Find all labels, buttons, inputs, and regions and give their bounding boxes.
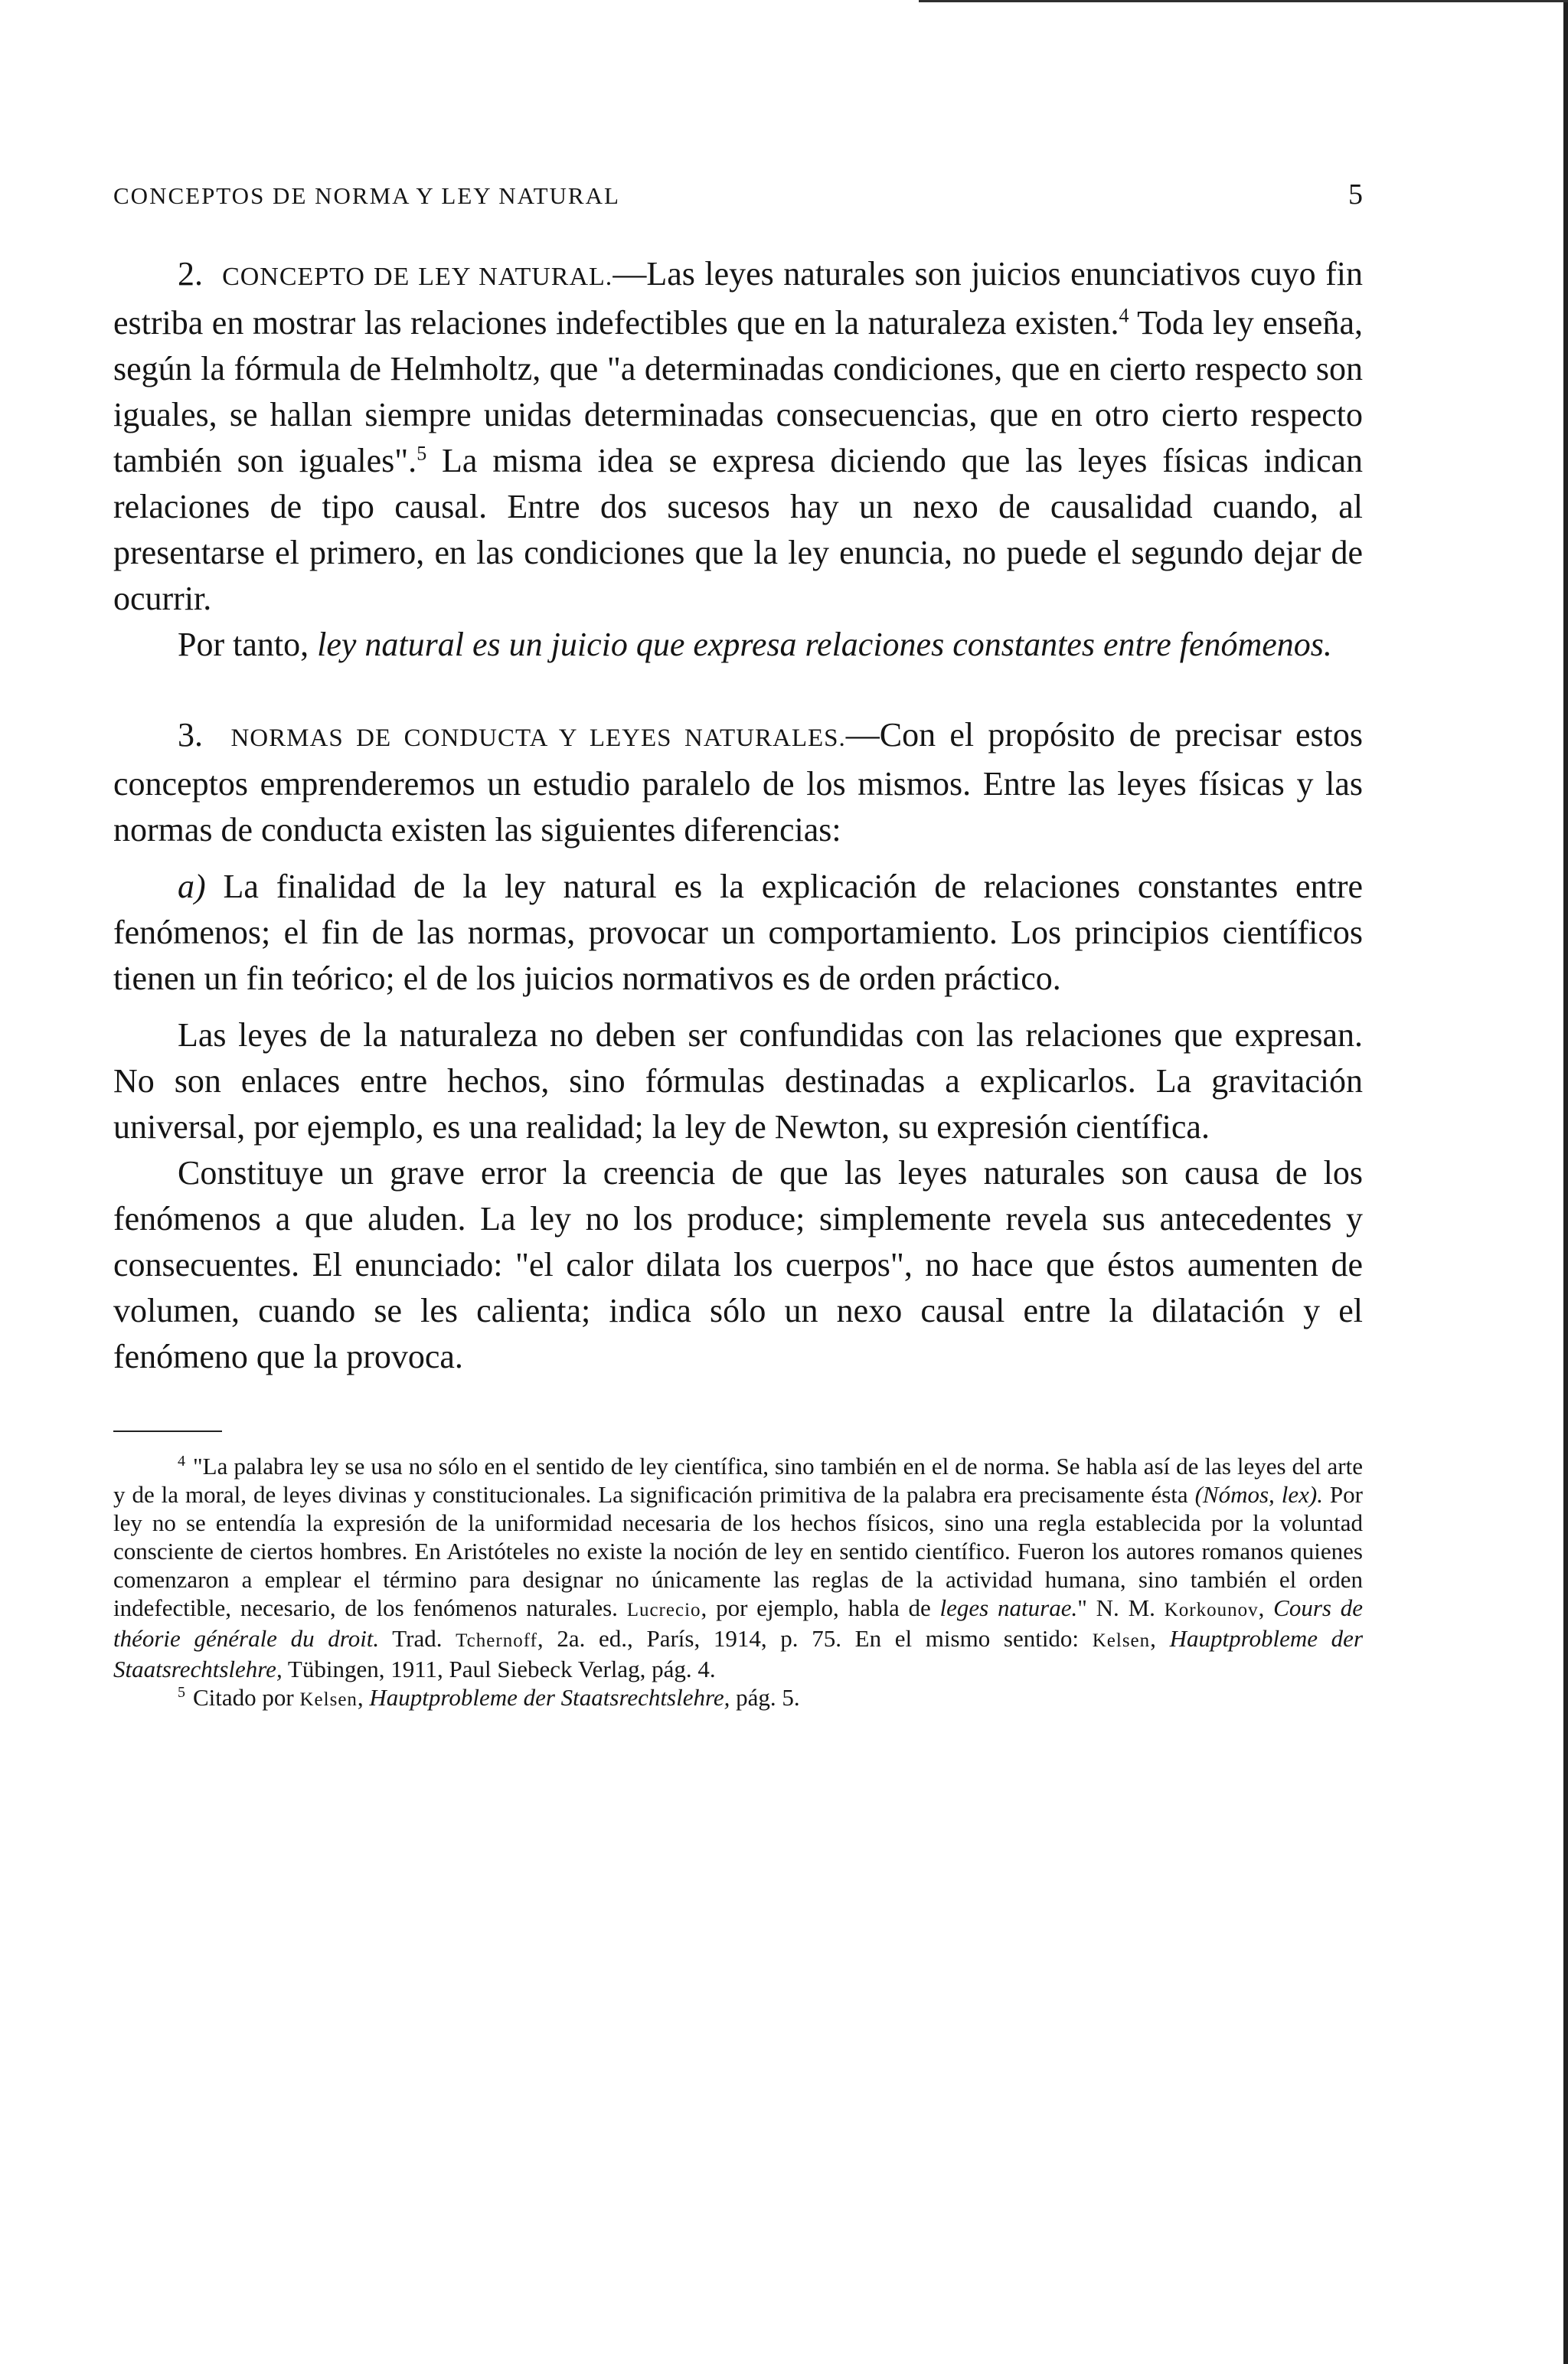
fn4-text-g: , 2a. ed., París, 1914, p. 75. En el mismo sentido: — [537, 1625, 1093, 1652]
fn4-tchernoff: Tchernoff — [456, 1630, 537, 1651]
footnote-5 — [113, 1683, 1363, 1714]
running-head — [113, 178, 1363, 211]
section-2-number: 2. — [178, 255, 203, 293]
item-a-text: La finalidad de la ley natural es la explicación de relaciones constantes entre fenómenos; el fin de las normas, provocar un comportamiento. Los principios científicos tienen un fin teórico; el de los juicios normativos es de orden práctico. — [113, 868, 1363, 997]
fn4-leges-naturae: leges naturae. — [939, 1594, 1078, 1621]
causality-error-paragraph: Constituye un grave error la creencia de que las leyes naturales son causa de los fenómenos a que aluden. La ley no los produce; simplemente revela sus antecedentes y consecuentes. El enunciado: "el calor dilata los cuerpos", no hace que éstos aumenten de volumen, cuando se les calienta; indica sólo un nexo causal entre la dilatación y el fenómeno que la provoca. — [113, 1154, 1363, 1375]
section-3-number: 3. — [178, 716, 203, 754]
footnote-rule — [113, 1430, 222, 1432]
page-edge-right — [1563, 0, 1568, 2364]
footnote-ref-4[interactable]: 4 — [1119, 304, 1129, 327]
laws-vs-relations-paragraph: Las leyes de la naturaleza no deben ser confundidas con las relaciones que expresan. No son enlaces entre hechos, sino fórmulas destinadas a explicarlos. La gravitación universal, por ejemplo, es una realidad; la ley de Newton, su expresión científica. — [113, 1016, 1363, 1146]
page-edge-top — [919, 0, 1568, 2]
fn4-nomos-lex: (Nómos, lex). — [1194, 1481, 1323, 1508]
section-2-heading: CONCEPTO DE LEY NATURAL. — [222, 263, 613, 291]
section-2-text-b: Toda ley enseña, según la fórmula de Helmholtz, que "a determinadas condiciones, que en cierto respecto son iguales, se hallan siempre unidas determinadas consecuencias, que en otro cierto respecto también son iguales". — [113, 304, 1363, 479]
fn5-hauptprobleme-title: Hauptprobleme der Staatsrechtslehre, — [369, 1684, 730, 1711]
fn5-kelsen: Kelsen — [299, 1689, 358, 1710]
fn4-text-c: , por ejemplo, habla de — [701, 1594, 940, 1621]
fn5-text-b: , — [357, 1684, 370, 1711]
fn4-korkounov: Korkounov — [1164, 1600, 1259, 1620]
section-2-conclusion — [113, 622, 1363, 668]
page-number: 5 — [1348, 178, 1363, 211]
conclusion-definition: ley natural es un juicio que expresa relaciones constantes entre fenómenos. — [317, 626, 1332, 663]
footnotes — [113, 1452, 1363, 1714]
running-title: CONCEPTOS DE NORMA Y LEY NATURAL — [113, 182, 620, 209]
fn4-text-d: " N. M. — [1077, 1594, 1165, 1621]
page-content — [113, 178, 1363, 1714]
section-2-paragraph — [113, 251, 1363, 622]
fn4-text-e: , — [1258, 1594, 1274, 1621]
fn4-text-i: Tübingen, 1911, Paul Siebeck Verlag, pág. 4. — [282, 1656, 716, 1682]
footnote-4 — [113, 1452, 1363, 1683]
fn4-text-f: Trad. — [379, 1625, 456, 1652]
fn4-hauptprobleme-title: Hauptprobleme der Staatsrechtslehre, — [113, 1625, 1364, 1682]
section-3-text: —Con el propósito de precisar estos conceptos emprenderemos un estudio paralelo de los mismos. Entre las leyes físicas y las normas de conducta existen las siguientes diferencias: — [113, 716, 1364, 848]
conclusion-lead: Por tanto, — [178, 626, 318, 663]
footnote-4-mark: 4 — [178, 1452, 185, 1470]
item-a-paragraph — [113, 864, 1363, 1002]
section-3-heading: NORMAS DE CONDUCTA Y LEYES NATURALES. — [230, 724, 846, 752]
fn4-text-a: "La palabra ley se usa no sólo en el sentido de ley científica, sino también en el de norma. Se habla así de las leyes del arte y de la moral, de leyes divinas y constitucionales. La significación primitiva de la palabra era precisamente ésta — [113, 1453, 1363, 1508]
fn5-text-a: Citado por — [193, 1684, 300, 1711]
fn4-text-h: , — [1150, 1625, 1170, 1652]
section-3-paragraph — [113, 712, 1363, 853]
fn5-text-c: pág. 5. — [730, 1684, 800, 1711]
item-a-label: a) — [178, 868, 206, 905]
section-2-text-c: La misma idea se expresa diciendo que las leyes físicas indican relaciones de tipo causal. Entre dos sucesos hay un nexo de causalidad cuando, al presentarse el primero, en las condiciones que la ley enuncia, no puede el segundo dejar de ocurrir. — [113, 442, 1363, 617]
fn4-kelsen: Kelsen — [1092, 1630, 1151, 1651]
footnote-5-mark: 5 — [178, 1683, 185, 1701]
fn4-text-b: Por ley no se entendía la expresión de la uniformidad necesaria de los hechos físicos, sino una regla establecida por la voluntad consciente de ciertos hombres. En Aristóteles no existe la noción de ley en sentido científico. Fueron los autores romanos quienes comenzaron a emplear el término para designar no únicamente las reglas de la actividad humana, sino también el orden indefectible, necesario, de los fenómenos naturales. — [113, 1481, 1363, 1621]
section-2-text-a: —Las leyes naturales son juicios enunciativos cuyo fin estriba en mostrar las relaciones indefectibles que en la naturaleza existen. — [113, 255, 1363, 342]
fn4-cours-title: Cours de théorie générale du droit. — [113, 1594, 1363, 1652]
fn4-lucrecio: Lucrecio — [626, 1600, 701, 1620]
footnote-ref-5[interactable]: 5 — [416, 442, 427, 465]
